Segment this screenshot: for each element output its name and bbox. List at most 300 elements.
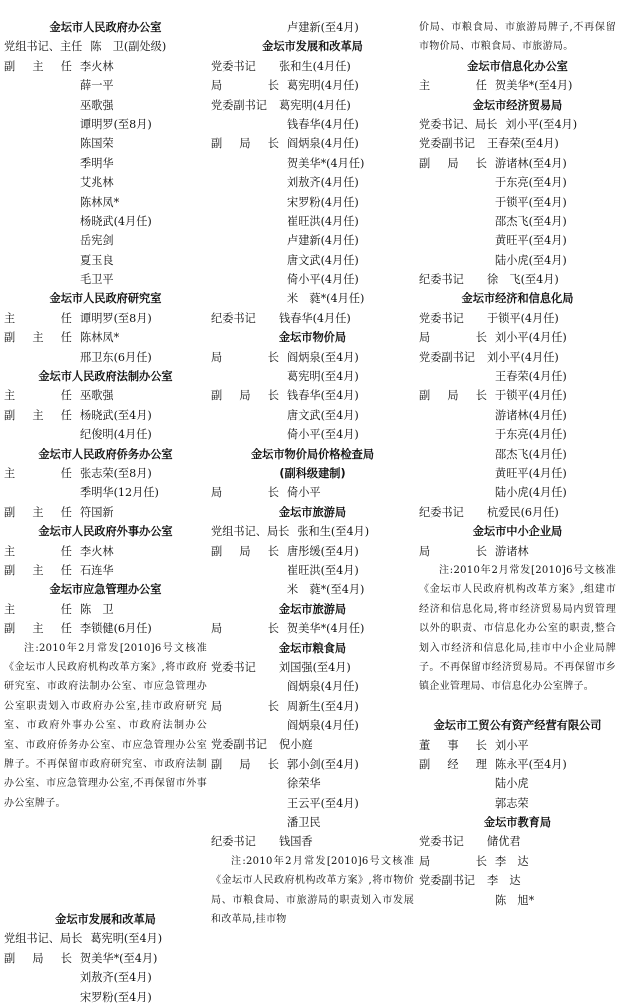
person-name: 倚小平(至4月): [287, 428, 359, 442]
position-title: [4, 425, 72, 444]
person-name: 徐荣华: [287, 777, 321, 791]
position-title: 局 长: [419, 331, 487, 345]
personnel-row: [211, 774, 414, 793]
position-title: 副 主 任: [4, 505, 72, 519]
personnel-row: [419, 386, 616, 405]
person-name: 贺美华*(4月任): [287, 156, 365, 170]
person-name: 刘小平(至4月): [505, 117, 578, 131]
person-name: 游诸林: [495, 544, 529, 558]
person-name: 卢建新(至4月): [287, 21, 359, 34]
position-title: [211, 193, 279, 212]
person-name: 葛宪明(4月任): [279, 98, 351, 112]
personnel-row: [211, 348, 414, 367]
person-name: 倚小平(4月任): [287, 273, 359, 287]
personnel-row: [419, 348, 616, 367]
person-name: 陆小虎(4月任): [495, 486, 567, 500]
person-name: 黄旺平(4月任): [495, 467, 567, 480]
person-name: 唐文武(至4月): [287, 408, 359, 422]
section-heading: 金坛市人民政府侨务办公室: [38, 447, 173, 461]
position-title: 主 任: [4, 389, 72, 403]
position-title: [211, 270, 279, 289]
column-middle: [211, 18, 414, 929]
person-name: 张和生(4月任): [279, 59, 351, 73]
position-title: [211, 115, 279, 134]
personnel-row: [4, 542, 207, 561]
personnel-row: [4, 348, 207, 367]
section-heading: 金坛市粮食局: [278, 641, 347, 655]
column-left: [4, 18, 207, 1007]
personnel-row: [211, 134, 414, 153]
personnel-row: [211, 483, 414, 502]
position-title: 党委书记: [419, 835, 464, 849]
personnel-row: [4, 212, 207, 231]
personnel-row: [4, 561, 207, 580]
person-name: 陈国荣: [80, 137, 114, 151]
position-title: 纪委书记: [419, 505, 464, 519]
position-title: 副 主 任: [4, 331, 72, 345]
person-name: 谭明罗(至8月): [80, 311, 152, 325]
person-name: 游诸林(4月任): [495, 408, 567, 422]
personnel-row: [4, 503, 207, 522]
position-title: [419, 774, 487, 793]
personnel-row: [419, 445, 616, 464]
person-name: 于东亮(至4月): [495, 176, 567, 190]
person-name: 徐 飞(至4月): [487, 273, 559, 287]
position-title: 副 经 理: [419, 757, 487, 771]
personnel-row: [211, 251, 414, 270]
column-right: [419, 18, 616, 910]
position-title: [211, 561, 279, 580]
footnote-paragraph: 注:2010年2月常发[2010]6号文核准《金坛市人民政府机构改革方案》,将市政府研究室、市政府法制办公室、市应急管理办公室职责划入市政府办公室,挂市政府研究室、市政府外事办公室、市政府法制办公室、市政府侨务办公室、市应急管理办公室牌子。不再保留市政府研究室、市政府法制办公室、市应急管理办公室,不再保留市外事办公室牌子。: [4, 642, 207, 809]
position-title: 党委副书记: [419, 137, 475, 151]
personnel-row: [211, 677, 414, 696]
section-heading: 金坛市发展和改革局: [55, 913, 156, 927]
position-title: [4, 134, 72, 153]
person-name: 阎炳泉(4月任): [287, 719, 359, 733]
personnel-row: [4, 173, 207, 192]
personnel-row: [419, 173, 616, 192]
position-title: [4, 231, 72, 250]
position-title: [211, 716, 279, 735]
personnel-row: [211, 193, 414, 212]
position-title: 副 局 长: [419, 156, 487, 170]
personnel-row: [211, 658, 414, 677]
section-heading: 金坛市人民政府办公室: [49, 21, 162, 34]
person-name: 季明华(12月任): [80, 486, 159, 500]
person-name: 黄旺平(至4月): [495, 234, 567, 248]
person-name: 巫歌强: [80, 389, 114, 403]
person-name: 薛一平: [80, 79, 114, 93]
person-name: 陈 卫(副处级): [90, 40, 167, 54]
person-name: 倪小庭: [279, 738, 313, 752]
personnel-row: [419, 270, 616, 289]
personnel-row: [211, 522, 414, 541]
person-name: 邵杰飞(至4月): [495, 214, 567, 228]
personnel-row: [211, 619, 414, 638]
personnel-row: [211, 96, 414, 115]
personnel-row: [4, 464, 207, 483]
personnel-row: [419, 891, 616, 910]
personnel-row: [211, 115, 414, 134]
personnel-row: [419, 212, 616, 231]
personnel-row: [211, 832, 414, 851]
personnel-row: [419, 832, 616, 851]
personnel-row: [419, 794, 616, 813]
personnel-row: [4, 929, 207, 948]
position-title: 局 长: [211, 79, 279, 93]
position-title: [211, 18, 279, 37]
personnel-row: [211, 425, 414, 444]
position-title: 副 主 任: [4, 622, 72, 636]
position-title: [419, 891, 487, 910]
person-name: 贺美华*(至4月): [495, 79, 573, 93]
personnel-row: [4, 231, 207, 250]
personnel-row: [211, 716, 414, 735]
position-title: 党委书记: [211, 660, 256, 674]
position-title: [4, 251, 72, 270]
person-name: 米 蕤*(4月任): [287, 292, 365, 306]
personnel-row: [419, 503, 616, 522]
section-heading: 金坛市人民政府法制办公室: [38, 370, 173, 384]
personnel-row: [419, 406, 616, 425]
position-title: 副 局 长: [211, 757, 279, 771]
personnel-row: [211, 18, 414, 37]
person-name: 周新生(至4月): [287, 699, 359, 713]
position-title: [4, 115, 72, 134]
section-heading: 金坛市旅游局: [278, 505, 347, 519]
position-title: 副 局 长: [419, 389, 487, 403]
person-name: 钱春华(至4月): [287, 389, 359, 403]
person-name: 杨晓武(4月任): [80, 214, 152, 228]
position-title: [4, 154, 72, 173]
personnel-row: [4, 988, 207, 1007]
person-name: 刘小平(4月任): [487, 350, 559, 364]
section-heading: 金坛市物价局价格检查局: [250, 447, 375, 461]
position-title: 副 局 长: [211, 389, 279, 403]
position-title: 主 任: [4, 602, 72, 616]
personnel-row: [211, 794, 414, 813]
personnel-row: [4, 96, 207, 115]
position-title: [419, 173, 487, 192]
personnel-row: [419, 309, 616, 328]
section-heading: 金坛市经济贸易局: [472, 98, 563, 112]
person-name: 张和生(至4月): [297, 525, 370, 539]
position-title: [211, 289, 279, 308]
position-title: [419, 212, 487, 231]
person-name: 于东亮(4月任): [495, 428, 567, 442]
person-name: 杨晓武(至4月): [80, 408, 152, 422]
personnel-row: [4, 270, 207, 289]
position-title: 局 长: [211, 699, 279, 713]
position-title: 局 长: [419, 854, 487, 868]
person-name: 王春荣(至4月): [487, 137, 559, 151]
personnel-row: [419, 871, 616, 890]
section-heading: 金坛市工贸公有资产经营有限公司: [433, 719, 602, 733]
personnel-row: [211, 57, 414, 76]
person-name: 陈永平(至4月): [495, 757, 567, 771]
person-name: 季明华: [80, 156, 114, 170]
position-title: [419, 445, 487, 464]
personnel-row: [419, 774, 616, 793]
person-name: 杭爱民(6月任): [487, 505, 559, 519]
person-name: 刘敖齐(4月任): [287, 176, 359, 190]
personnel-row: [419, 134, 616, 153]
position-title: [211, 425, 279, 444]
person-name: 刘敖齐(至4月): [80, 971, 152, 985]
person-name: 于锁平(4月任): [495, 389, 567, 403]
person-name: 崔旺洪(4月任): [287, 214, 359, 228]
position-title: 党委书记: [419, 311, 464, 325]
position-title: [4, 173, 72, 192]
position-title: [419, 483, 487, 502]
person-name: 王云平(至4月): [287, 796, 359, 810]
personnel-row: [4, 37, 207, 56]
personnel-row: [4, 309, 207, 328]
personnel-row: [419, 483, 616, 502]
position-title: [211, 677, 279, 696]
personnel-row: [211, 697, 414, 716]
person-name: 钱国香: [279, 835, 313, 849]
person-name: 岳宪剑: [80, 234, 114, 248]
position-title: 主 任: [4, 311, 72, 325]
position-title: [4, 270, 72, 289]
person-name: 阎炳泉(4月任): [287, 137, 359, 151]
person-name: 陆小虎: [495, 777, 529, 791]
personnel-row: [419, 328, 616, 347]
position-title: 主 任: [419, 79, 487, 93]
person-name: 刘小平: [495, 738, 529, 752]
person-name: 艾兆林: [80, 176, 114, 190]
section-heading: 金坛市中小企业局: [472, 525, 563, 539]
position-title: 党委副书记: [419, 874, 475, 888]
position-title: [419, 464, 487, 483]
personnel-row: [211, 580, 414, 599]
personnel-row: [211, 212, 414, 231]
position-title: [4, 483, 72, 502]
personnel-row: [419, 736, 616, 755]
position-title: 主 任: [4, 544, 72, 558]
person-name: 于锁平(4月任): [487, 311, 559, 325]
person-name: 钱春华(4月任): [279, 311, 351, 325]
person-name: 陈林凤*: [80, 331, 120, 345]
position-title: 局 长: [419, 544, 487, 558]
footnote-paragraph: 注:2010年2月常发[2010]6号文核准《金坛市人民政府机构改革方案》,组建市经济和信息化局,将市经济贸易局内贸管理以外的职责、市信息化办公室的职责,整合划入市经济和信息化局,挂市中小企业局牌子。不再保留市经济贸易局。不再保留市乡镇企业管理局、市信息化办公室牌子。: [419, 564, 616, 693]
personnel-row: [419, 231, 616, 250]
section-heading: 金坛市旅游局: [278, 602, 347, 616]
person-name: 邢卫东(6月任): [80, 350, 152, 364]
person-name: 刘小平(4月任): [495, 331, 567, 345]
personnel-row: [419, 852, 616, 871]
person-name: 李锁健(6月任): [80, 622, 152, 636]
person-name: 张志荣(至8月): [80, 466, 152, 480]
personnel-row: [419, 367, 616, 386]
person-name: 贺美华*(4月任): [287, 622, 365, 636]
section-heading: 金坛市应急管理办公室: [49, 583, 162, 597]
position-title: [4, 348, 72, 367]
personnel-row: [4, 483, 207, 502]
person-name: 谭明罗(至8月): [80, 117, 152, 131]
position-title: 副 局 长: [211, 544, 279, 558]
person-name: 巫歌强: [80, 98, 114, 112]
person-name: 李 达: [495, 854, 529, 868]
position-title: [4, 212, 72, 231]
position-title: [4, 96, 72, 115]
section-heading: 金坛市发展和改革局: [262, 40, 363, 54]
personnel-row: [211, 154, 414, 173]
personnel-row: [4, 134, 207, 153]
person-name: 倚小平: [287, 486, 321, 500]
position-title: [211, 580, 279, 599]
personnel-row: [211, 270, 414, 289]
person-name: 贺美华*(至4月): [80, 951, 158, 965]
person-name: 于锁平(至4月): [495, 195, 567, 209]
position-title: [211, 794, 279, 813]
position-title: 副 主 任: [4, 59, 72, 73]
person-name: 潘卫民: [287, 816, 321, 830]
person-name: 卢建新(4月任): [287, 234, 359, 248]
personnel-row: [4, 386, 207, 405]
section-heading: (副科级建制): [279, 466, 346, 480]
person-name: 阎炳泉(至4月): [287, 350, 359, 364]
position-title: 纪委书记: [419, 273, 464, 287]
footnote-paragraph: 价局、市粮食局、市旅游局牌子,不再保留市物价局、市粮食局、市旅游局。: [419, 22, 616, 53]
section-heading: 金坛市人民政府研究室: [49, 292, 162, 306]
position-title: [211, 367, 279, 386]
position-title: [4, 988, 72, 1007]
personnel-row: [419, 251, 616, 270]
person-name: 符国新: [80, 505, 114, 519]
position-title: [419, 367, 487, 386]
person-name: 葛宪明(4月任): [287, 79, 359, 93]
person-name: 王春荣(4月任): [495, 370, 567, 384]
personnel-row: [211, 542, 414, 561]
position-title: [419, 251, 487, 270]
position-title: [211, 774, 279, 793]
section-heading: 金坛市物价局: [278, 331, 347, 345]
position-title: 局 长: [211, 622, 279, 636]
person-name: 李火林: [80, 59, 114, 73]
person-name: 邵杰飞(4月任): [495, 447, 567, 461]
personnel-row: [211, 735, 414, 754]
personnel-row: [211, 289, 414, 308]
personnel-row: [211, 406, 414, 425]
person-name: 唐彤缓(至4月): [287, 544, 359, 558]
position-title: [211, 154, 279, 173]
person-name: 石连华: [80, 563, 114, 577]
personnel-row: [4, 154, 207, 173]
personnel-row: [211, 561, 414, 580]
personnel-row: [4, 949, 207, 968]
personnel-row: [4, 619, 207, 638]
position-title: [211, 251, 279, 270]
person-name: 陆小虎(至4月): [495, 253, 567, 267]
personnel-row: [419, 425, 616, 444]
position-title: 局 长: [211, 486, 279, 500]
person-name: 郭小剑(至4月): [287, 757, 359, 771]
section-heading: 金坛市信息化办公室: [467, 59, 568, 73]
position-title: 党委副书记: [419, 350, 475, 364]
personnel-row: [419, 464, 616, 483]
position-title: 主 任: [4, 466, 72, 480]
personnel-row: [419, 542, 616, 561]
position-title: [4, 193, 72, 212]
position-title: 党组书记、局长: [211, 525, 290, 539]
personnel-row: [211, 367, 414, 386]
personnel-row: [419, 193, 616, 212]
person-name: 陈 旭*: [495, 893, 535, 907]
personnel-row: [211, 231, 414, 250]
position-title: [419, 231, 487, 250]
person-name: 毛卫平: [80, 273, 114, 287]
position-title: 党委副书记: [211, 98, 267, 112]
position-title: [211, 406, 279, 425]
position-title: 副 局 长: [211, 137, 279, 151]
personnel-row: [4, 406, 207, 425]
personnel-row: [211, 813, 414, 832]
position-title: [211, 231, 279, 250]
position-title: 纪委书记: [211, 835, 256, 849]
personnel-row: [4, 57, 207, 76]
section-heading: 金坛市教育局: [483, 816, 552, 830]
personnel-row: [211, 76, 414, 95]
person-name: 郭志荣: [495, 796, 529, 810]
position-title: 党组书记、主任: [4, 40, 83, 54]
personnel-row: [419, 76, 616, 95]
position-title: 党委副书记: [211, 738, 267, 752]
personnel-row: [4, 193, 207, 212]
person-name: 游诸林(至4月): [495, 156, 567, 170]
personnel-row: [419, 755, 616, 774]
position-title: 副 主 任: [4, 408, 72, 422]
position-title: 局 长: [211, 350, 279, 364]
person-name: 纪俊明(4月任): [80, 428, 152, 442]
person-name: 刘国强(至4月): [279, 660, 351, 674]
personnel-row: [4, 328, 207, 347]
position-title: 副 局 长: [4, 951, 72, 965]
position-title: 党委书记、局长: [419, 117, 498, 131]
personnel-row: [4, 425, 207, 444]
personnel-row: [4, 600, 207, 619]
person-name: 葛宪明(至4月): [287, 370, 359, 384]
personnel-row: [4, 76, 207, 95]
person-name: 李火林: [80, 544, 114, 558]
person-name: 储优君: [487, 835, 521, 849]
position-title: [4, 76, 72, 95]
personnel-row: [419, 115, 616, 134]
person-name: 米 蕤*(至4月): [287, 583, 365, 597]
position-title: [211, 173, 279, 192]
position-title: 副 主 任: [4, 563, 72, 577]
position-title: [211, 212, 279, 231]
person-name: 钱春华(4月任): [287, 117, 359, 131]
section-heading: 金坛市经济和信息化局: [461, 292, 574, 306]
person-name: 李 达: [487, 874, 521, 888]
person-name: 葛宪明(至4月): [90, 932, 163, 946]
footnote-paragraph: 注:2010年2月常发[2010]6号文核准《金坛市人民政府机构改革方案》,将市物价局、市粮食局、市旅游局的职责划入市发展和改革局,挂市物: [211, 855, 414, 926]
position-title: [419, 794, 487, 813]
section-heading: 金坛市人民政府外事办公室: [38, 525, 173, 539]
position-title: 党组书记、局长: [4, 932, 83, 946]
personnel-row: [4, 251, 207, 270]
personnel-row: [211, 173, 414, 192]
person-name: 陈林凤*: [80, 195, 120, 209]
person-name: 唐文武(4月任): [287, 253, 359, 267]
position-title: [4, 968, 72, 987]
personnel-row: [419, 154, 616, 173]
personnel-row: [4, 968, 207, 987]
person-name: 阎炳泉(4月任): [287, 680, 359, 694]
person-name: 宋罗粉(4月任): [287, 195, 359, 209]
